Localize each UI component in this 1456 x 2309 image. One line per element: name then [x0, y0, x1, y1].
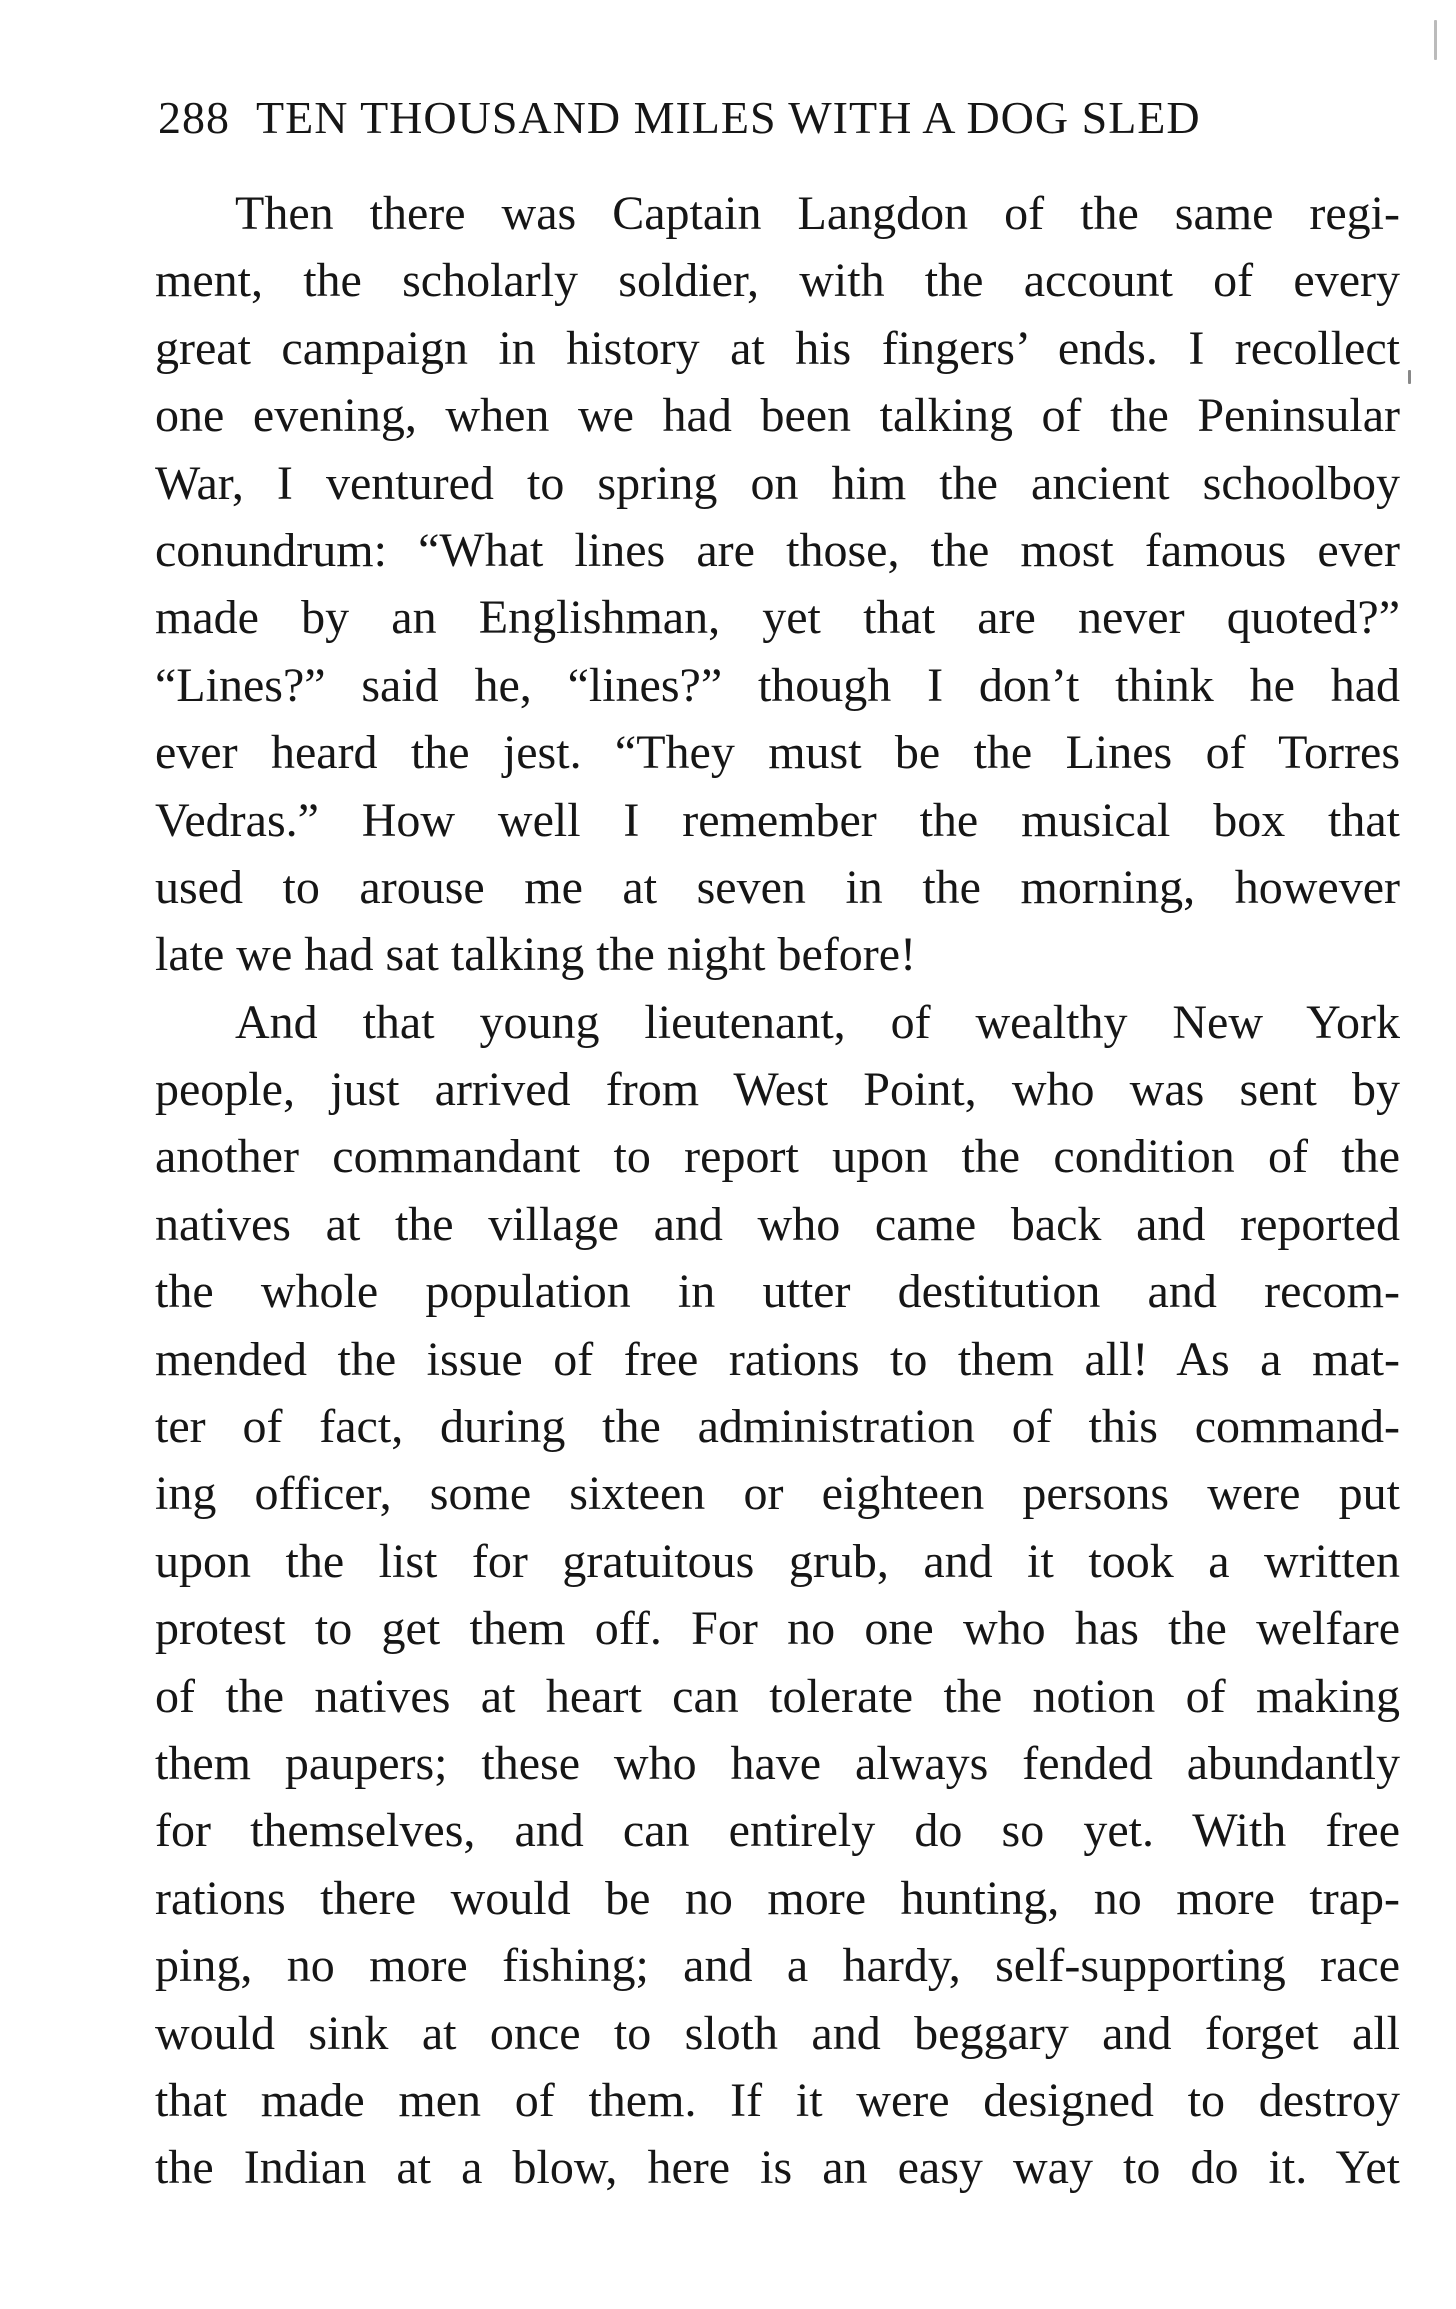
- text-line: ter of fact, during the administration of this command-: [155, 1400, 1400, 1454]
- text-line: And that young lieutenant, of wealthy New York: [235, 995, 1400, 1049]
- text-line: one evening, when we had been talking of the Peninsular: [155, 389, 1400, 443]
- text-line: ever heard the jest. “They must be the Lines of Torres: [155, 726, 1400, 780]
- scan-speck: [1434, 20, 1437, 60]
- text-line: for themselves, and can entirely do so yet. With free: [155, 1804, 1400, 1858]
- scan-speck: [1408, 370, 1411, 384]
- text-line: rations there would be no more hunting, no more trap-: [155, 1871, 1400, 1925]
- running-header: [158, 88, 1398, 148]
- body-text: [155, 180, 1400, 2202]
- text-line: the whole population in utter destitution and recom-: [155, 1265, 1400, 1319]
- text-line: upon the list for gratuitous grub, and it took a written: [155, 1534, 1400, 1588]
- text-line: late we had sat talking the night before!: [155, 928, 917, 982]
- text-line: ment, the scholarly soldier, with the account of every: [155, 254, 1400, 308]
- text-line: protest to get them off. For no one who has the welfare: [155, 1602, 1400, 1656]
- text-line: of the natives at heart can tolerate the notion of making: [155, 1669, 1400, 1723]
- text-line: Then there was Captain Langdon of the same regi-: [235, 187, 1400, 240]
- text-line: made by an Englishman, yet that are never quoted?”: [155, 591, 1400, 645]
- paragraph-2: [155, 989, 1400, 2202]
- text-line: natives at the village and who came back and reported: [155, 1197, 1400, 1251]
- paragraph-1: [155, 180, 1400, 989]
- text-line: used to arouse me at seven in the morning, however: [155, 860, 1400, 914]
- page-number: 288: [158, 92, 230, 143]
- text-line: ing officer, some sixteen or eighteen persons were put: [155, 1467, 1400, 1521]
- text-line: another commandant to report upon the condition of the: [155, 1130, 1400, 1184]
- text-line: the Indian at a blow, here is an easy way to do it. Yet: [155, 2141, 1400, 2195]
- text-line: people, just arrived from West Point, who was sent by: [155, 1063, 1400, 1117]
- text-line: conundrum: “What lines are those, the most famous ever: [155, 523, 1400, 577]
- text-line: ping, no more fishing; and a hardy, self-supporting race: [155, 1939, 1400, 1993]
- text-line: Vedras.” How well I remember the musical box that: [155, 793, 1400, 847]
- running-title: TEN THOUSAND MILES WITH A DOG SLED: [256, 92, 1201, 143]
- text-line: that made men of them. If it were designed to destroy: [155, 2073, 1400, 2127]
- text-line: them paupers; these who have always fended abundantly: [155, 1736, 1400, 1790]
- text-line: would sink at once to sloth and beggary and forget all: [155, 2006, 1400, 2060]
- text-line: “Lines?” said he, “lines?” though I don’t think he had: [155, 658, 1400, 712]
- text-line: mended the issue of free rations to them all! As a mat-: [155, 1332, 1400, 1386]
- text-line: War, I ventured to spring on him the ancient schoolboy: [155, 456, 1400, 510]
- text-line: great campaign in history at his fingers’ ends. I recollect: [155, 321, 1400, 375]
